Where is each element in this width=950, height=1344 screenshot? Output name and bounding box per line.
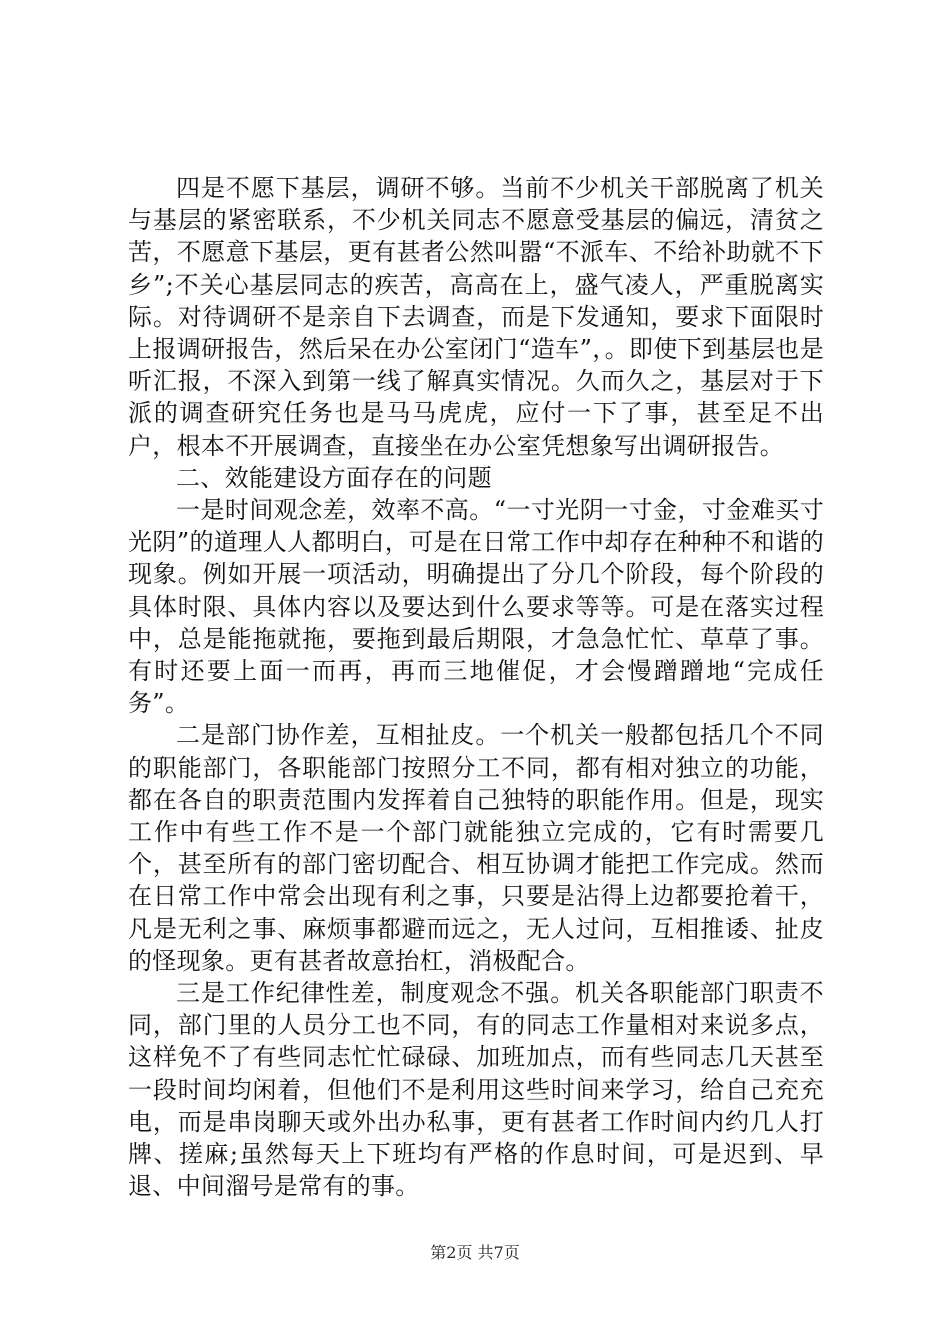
paragraph-work-discipline: 三是工作纪律性差，制度观念不强。机关各职能部门职责不同，部门里的人员分工也不同，有的同志工作量相对来说多点，这样免不了有些同志忙忙碌碌、加班加点，而有些同志几天甚至一段时间均闲着，但他们不是利用这些时间来学习，给自己充充电，而是串岗聊天或外出办私事，更有甚者工作时间内约几人打牌、搓麻;虽然每天上下班均有严格的作息时间，可是迟到、早退、中间溜号是常有的事。 [128,979,824,1201]
paragraph-time-concept: 一是时间观念差，效率不高。“一寸光阴一寸金，寸金难买寸光阴”的道理人人都明白，可是在日常工作中却存在种种不和谐的现象。例如开展一项活动，明确提出了分几个阶段，每个阶段的具体时限、具体内容以及要达到什么要求等等。可是在落实过程中，总是能拖就拖，要拖到最后期限，才急急忙忙、草草了事。有时还要上面一而再，再而三地催促，才会慢蹭蹭地“完成任务”。 [128,496,824,718]
paragraph-department-cooperation: 二是部门协作差，互相扯皮。一个机关一般都包括几个不同的职能部门，各职能部门按照分工不同，都有相对独立的功能，都在各自的职责范围内发挥着自己独特的职能作用。但是，现实工作中有些工作不是一个部门就能独立完成的，它有时需要几个，甚至所有的部门密切配合、相互协调才能把工作完成。然而在日常工作中常会出现有利之事，只要是沾得上边都要抢着干，凡是无利之事、麻烦事都避而远之，无人过问，互相推诿、扯皮的怪现象。更有甚者故意抬杠，消极配合。 [128,721,824,975]
section-heading-efficiency: 二、效能建设方面存在的问题 [176,463,492,492]
paragraph-grassroots-research: 四是不愿下基层，调研不够。当前不少机关干部脱离了机关与基层的紧密联系，不少机关同志不愿意受基层的偏远，清贫之苦，不愿意下基层，更有甚者公然叫嚣“不派车、不给补助就不下乡”;不关心基层同志的疾苦，高高在上，盛气凌人，严重脱离实际。对待调研不是亲自下去调查，而是下发通知，要求下面限时上报调研报告，然后呆在办公室闭门“造车”，。即使下到基层也是听汇报，不深入到第一线了解真实情况。久而久之，基层对于下派的调查研究任务也是马马虎虎，应付一下了事，甚至足不出户，根本不开展调查，直接坐在办公室凭想象写出调研报告。 [128,174,824,460]
document-body [128,172,824,1203]
page-number-footer: 第2页 共7页 [430,1243,520,1262]
